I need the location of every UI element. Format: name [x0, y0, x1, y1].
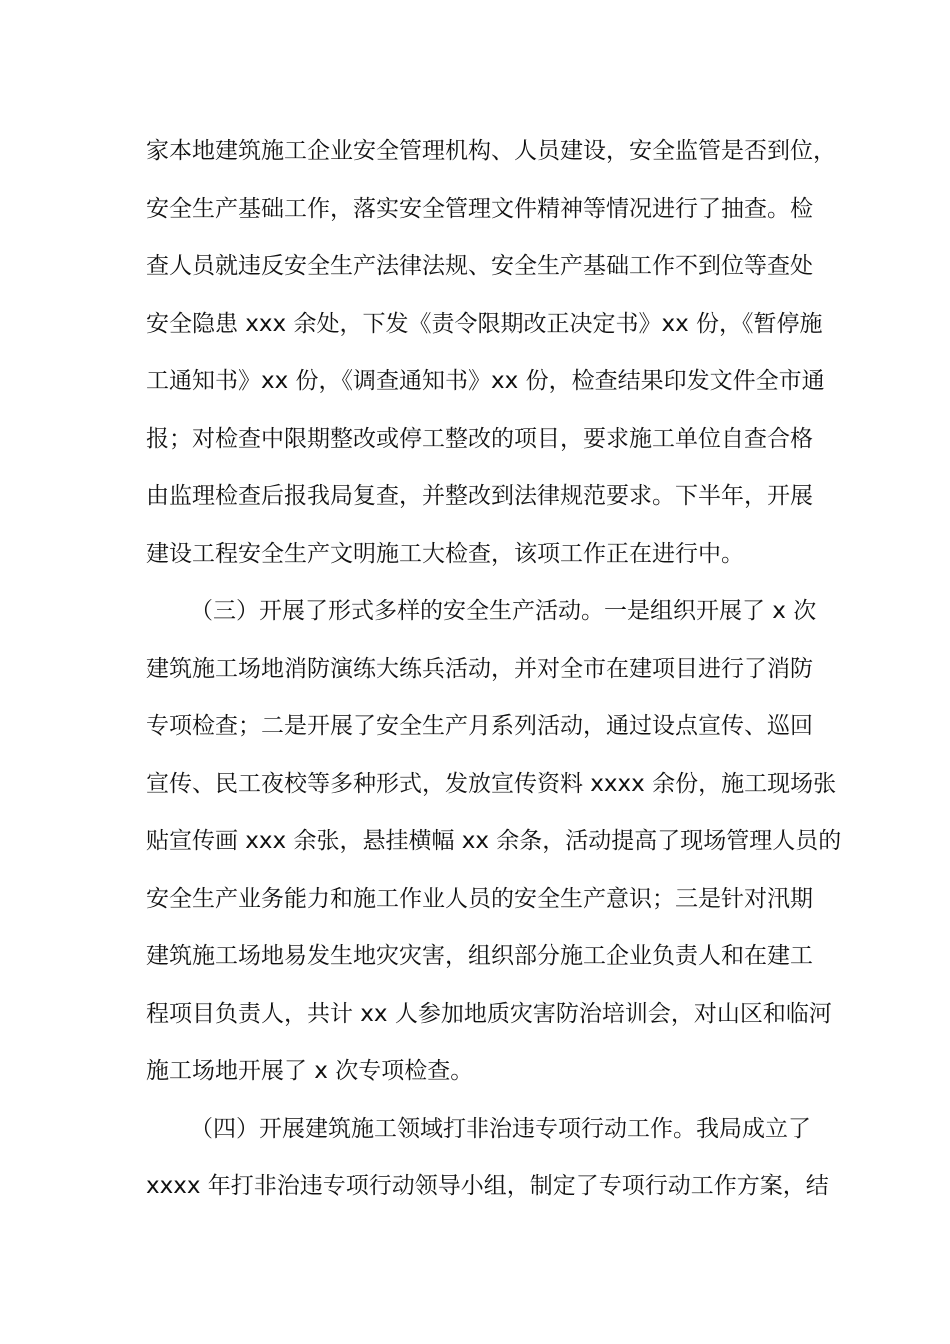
paragraph-line: 施工场地开展了 x 次专项检查。	[146, 1058, 474, 1084]
paragraph-line: 安全生产业务能力和施工作业人员的安全生产意识；三是针对汛期	[146, 886, 813, 912]
section-four-heading-line: （四）开展建筑施工领域打非治违专项行动工作。我局成立了	[190, 1116, 811, 1142]
paragraph-line: 报；对检查中限期整改或停工整改的项目，要求施工单位自查合格	[146, 426, 813, 452]
paragraph-line: 宣传、民工夜校等多种形式，发放宣传资料 xxxx 余份，施工现场张	[146, 771, 837, 797]
paragraph-line: 安全生产基础工作，落实安全管理文件精神等情况进行了抽查。检	[146, 196, 813, 222]
paragraph-line: 建设工程安全生产文明施工大检查，该项工作正在进行中。	[146, 541, 744, 567]
paragraph-line: 由监理检查后报我局复查，并整改到法律规范要求。下半年，开展	[146, 483, 813, 509]
paragraph-line: 家本地建筑施工企业安全管理机构、人员建设，安全监管是否到位，	[146, 138, 836, 164]
paragraph-line: 程项目负责人，共计 xx 人参加地质灾害防治培训会，对山区和临河	[146, 1001, 832, 1027]
paragraph-line: 贴宣传画 xxx 余张，悬挂横幅 xx 余条，活动提高了现场管理人员的	[146, 828, 842, 854]
paragraph-line: 建筑施工场地消防演练大练兵活动，并对全市在建项目进行了消防	[146, 656, 813, 682]
paragraph-line: 专项检查；二是开展了安全生产月系列活动，通过设点宣传、巡回	[146, 713, 813, 739]
paragraph-line: xxxx 年打非治违专项行动领导小组，制定了专项行动工作方案，结	[146, 1173, 829, 1199]
paragraph-line: 查人员就违反安全生产法律法规、安全生产基础工作不到位等查处	[146, 253, 813, 279]
paragraph-line: 建筑施工场地易发生地灾灾害，组织部分施工企业负责人和在建工	[146, 943, 813, 969]
paragraph-line: 安全隐患 xxx 余处，下发《责令限期改正决定书》xx 份，《暂停施	[146, 311, 823, 337]
paragraph-line: 工通知书》xx 份，《调查通知书》xx 份，检查结果印发文件全市通	[146, 368, 825, 394]
section-three-heading-line: （三）开展了形式多样的安全生产活动。一是组织开展了 x 次	[190, 598, 817, 624]
